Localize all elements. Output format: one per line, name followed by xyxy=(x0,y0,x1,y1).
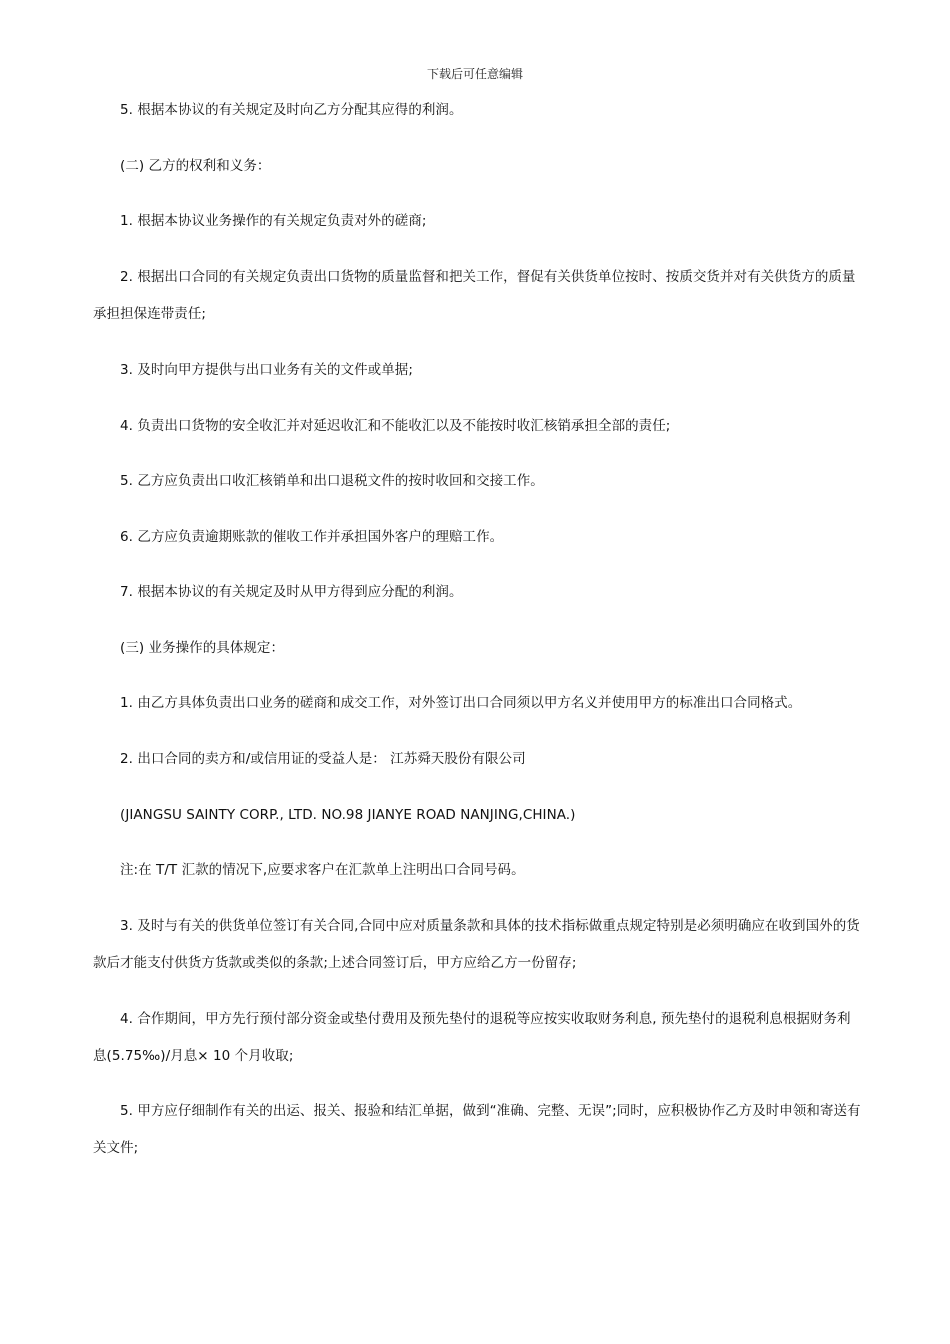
paragraph xyxy=(93,203,863,240)
paragraph xyxy=(93,574,863,611)
paragraph xyxy=(93,685,863,722)
paragraph-text: 5. 乙方应负责出口收汇核销单和出口退税文件的按时收回和交接工作。 xyxy=(120,473,544,489)
paragraph xyxy=(93,352,863,389)
paragraph-text: 7. 根据本协议的有关规定及时从甲方得到应分配的利润。 xyxy=(120,584,463,600)
paragraph-text: (二) 乙方的权利和义务： xyxy=(120,158,271,174)
paragraph-text: 注:在 T/T 汇款的情况下,应要求客户在汇款单上注明出口合同号码。 xyxy=(120,862,525,878)
paragraph-text: 4. 负责出口货物的安全收汇并对延迟收汇和不能收汇以及不能按时收汇核销承担全部的责任; xyxy=(120,418,671,434)
paragraph xyxy=(93,259,863,333)
paragraph xyxy=(93,408,863,445)
paragraph-text: 2. 根据出口合同的有关规定负责出口货物的质量监督和把关工作，督促有关供货单位按时、按质交货并对有关供货方的质量承担担保连带责任; xyxy=(93,269,856,322)
paragraph-text: (三) 业务操作的具体规定： xyxy=(120,640,285,656)
paragraph xyxy=(93,741,863,778)
note-paragraph xyxy=(93,852,863,889)
paragraph-text: 3. 及时与有关的供货单位签订有关合同,合同中应对质量条款和具体的技术指标做重点规定特别是必须明确应在收到国外的货款后才能支付供货方货款或类似的条款;上述合同签订后，甲方应给乙方一份留存; xyxy=(93,918,860,971)
section-heading xyxy=(93,148,863,185)
paragraph xyxy=(93,908,863,982)
paragraph-text: (JIANGSU SAINTY CORP., LTD. NO.98 JIANYE ROAD NANJING,CHINA.) xyxy=(120,807,576,823)
section-heading xyxy=(93,630,863,667)
paragraph-text: 1. 由乙方具体负责出口业务的磋商和成交工作，对外签订出口合同须以甲方名义并使用甲方的标准出口合同格式。 xyxy=(120,695,802,711)
paragraph-text: 5. 根据本协议的有关规定及时向乙方分配其应得的利润。 xyxy=(120,102,463,118)
paragraph-text: 1. 根据本协议业务操作的有关规定负责对外的磋商; xyxy=(120,213,427,229)
paragraph-text: 6. 乙方应负责逾期账款的催收工作并承担国外客户的理赔工作。 xyxy=(120,529,504,545)
paragraph xyxy=(93,1001,863,1075)
paragraph xyxy=(93,463,863,500)
paragraph-text: 3. 及时向甲方提供与出口业务有关的文件或单据; xyxy=(120,362,413,378)
page-header: 下载后可任意编辑 xyxy=(426,67,523,81)
paragraph-text: 2. 出口合同的卖方和/或信用证的受益人是： 江苏舜天股份有限公司 xyxy=(120,751,526,767)
paragraph xyxy=(93,1093,863,1167)
paragraph-text: 4. 合作期间，甲方先行预付部分资金或垫付费用及预先垫付的退税等应按实收取财务利息, 预先垫付的退税利息根据财务利息(5.75‰)/月息× 10 个月收取; xyxy=(93,1011,851,1064)
paragraph xyxy=(93,92,863,129)
paragraph-text: 5. 甲方应仔细制作有关的出运、报关、报验和结汇单据，做到“准确、完整、无误”;同时，应积极协作乙方及时申领和寄送有关文件; xyxy=(93,1103,861,1156)
paragraph xyxy=(93,519,863,556)
paragraph xyxy=(93,797,863,834)
